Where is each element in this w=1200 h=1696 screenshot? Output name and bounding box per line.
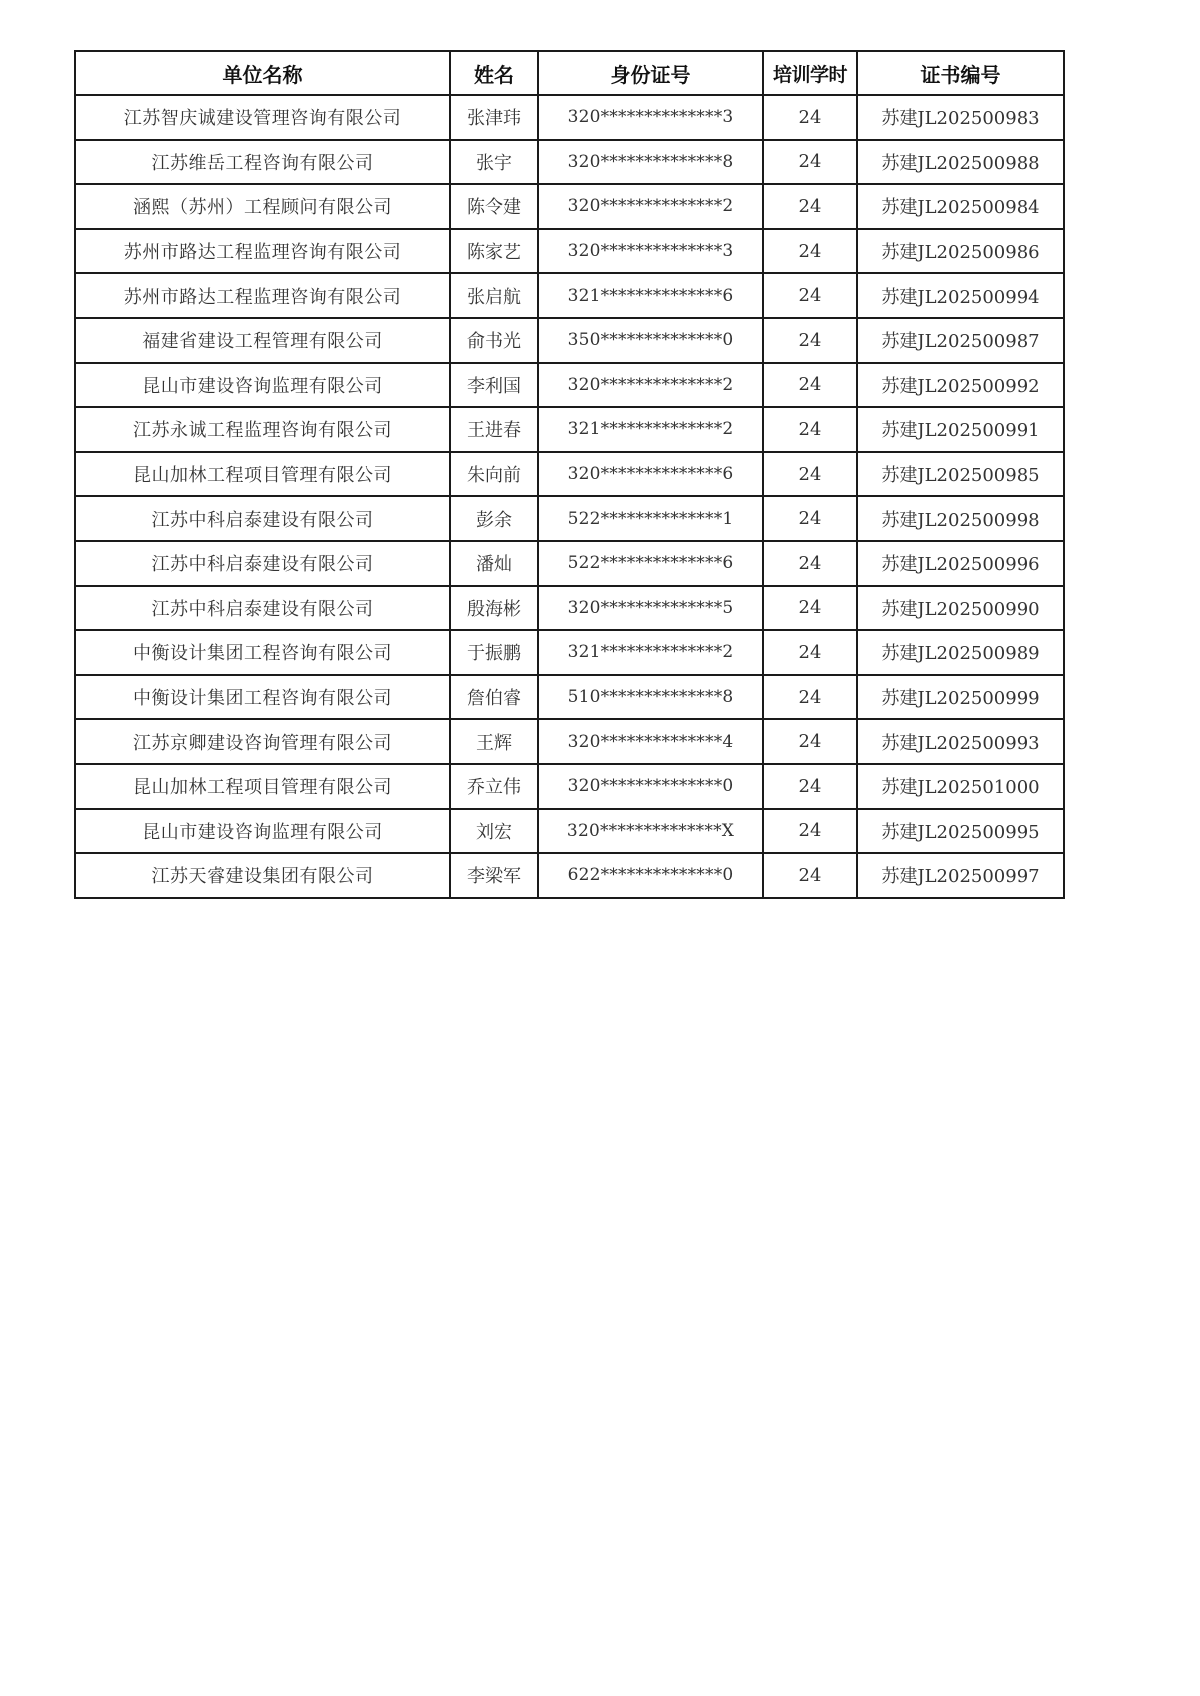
- table-row: [75, 586, 1064, 631]
- cell-unit: 涵熙（苏州）工程顾问有限公司: [75, 184, 450, 229]
- cell-cert: 苏建JL202500986: [857, 229, 1064, 274]
- cell-id: 320**************0: [538, 764, 763, 809]
- cell-name: 潘灿: [450, 541, 538, 586]
- cell-name: 张启航: [450, 273, 538, 318]
- cell-cert: 苏建JL202500990: [857, 586, 1064, 631]
- cell-unit: 江苏中科启泰建设有限公司: [75, 496, 450, 541]
- cell-hours: 24: [763, 452, 857, 497]
- cell-cert: 苏建JL202500991: [857, 407, 1064, 452]
- cell-name: 刘宏: [450, 809, 538, 854]
- header-name: 姓名: [450, 51, 538, 95]
- cell-id: 320**************3: [538, 229, 763, 274]
- cell-unit: 江苏中科启泰建设有限公司: [75, 586, 450, 631]
- cell-name: 张津玮: [450, 95, 538, 140]
- cell-unit: 昆山市建设咨询监理有限公司: [75, 363, 450, 408]
- table-row: [75, 273, 1064, 318]
- cell-unit: 苏州市路达工程监理咨询有限公司: [75, 229, 450, 274]
- cell-name: 殷海彬: [450, 586, 538, 631]
- cell-name: 乔立伟: [450, 764, 538, 809]
- table-row: [75, 496, 1064, 541]
- table-row: [75, 95, 1064, 140]
- cell-hours: 24: [763, 541, 857, 586]
- cell-cert: 苏建JL202500998: [857, 496, 1064, 541]
- cell-name: 李梁军: [450, 853, 538, 898]
- cell-id: 522**************1: [538, 496, 763, 541]
- table-row: [75, 719, 1064, 764]
- cell-id: 320**************X: [538, 809, 763, 854]
- cell-hours: 24: [763, 853, 857, 898]
- cell-id: 321**************2: [538, 407, 763, 452]
- table-row: [75, 764, 1064, 809]
- cell-cert: 苏建JL202500983: [857, 95, 1064, 140]
- training-roster-table: [74, 50, 1065, 899]
- cell-cert: 苏建JL202500996: [857, 541, 1064, 586]
- table-row: [75, 452, 1064, 497]
- cell-cert: 苏建JL202500995: [857, 809, 1064, 854]
- table-row: [75, 318, 1064, 363]
- cell-hours: 24: [763, 764, 857, 809]
- cell-unit: 江苏维岳工程咨询有限公司: [75, 140, 450, 185]
- cell-name: 詹伯睿: [450, 675, 538, 720]
- cell-name: 彭余: [450, 496, 538, 541]
- table-row: [75, 140, 1064, 185]
- table-header: [75, 51, 1064, 95]
- header-row: [75, 51, 1064, 95]
- cell-name: 朱向前: [450, 452, 538, 497]
- cell-id: 510**************8: [538, 675, 763, 720]
- cell-hours: 24: [763, 363, 857, 408]
- cell-id: 320**************2: [538, 184, 763, 229]
- cell-cert: 苏建JL202500993: [857, 719, 1064, 764]
- cell-hours: 24: [763, 675, 857, 720]
- cell-hours: 24: [763, 630, 857, 675]
- cell-unit: 江苏天睿建设集团有限公司: [75, 853, 450, 898]
- table-row: [75, 541, 1064, 586]
- header-id: 身份证号: [538, 51, 763, 95]
- cell-unit: 昆山市建设咨询监理有限公司: [75, 809, 450, 854]
- header-cert: 证书编号: [857, 51, 1064, 95]
- cell-hours: 24: [763, 229, 857, 274]
- cell-unit: 江苏智庆诚建设管理咨询有限公司: [75, 95, 450, 140]
- header-unit: 单位名称: [75, 51, 450, 95]
- cell-name: 李利国: [450, 363, 538, 408]
- cell-cert: 苏建JL202500999: [857, 675, 1064, 720]
- cell-cert: 苏建JL202500988: [857, 140, 1064, 185]
- cell-unit: 中衡设计集团工程咨询有限公司: [75, 630, 450, 675]
- table-row: [75, 184, 1064, 229]
- cell-id: 320**************3: [538, 95, 763, 140]
- cell-hours: 24: [763, 273, 857, 318]
- cell-cert: 苏建JL202500985: [857, 452, 1064, 497]
- cell-hours: 24: [763, 719, 857, 764]
- table-body: [75, 95, 1064, 898]
- cell-unit: 福建省建设工程管理有限公司: [75, 318, 450, 363]
- cell-id: 522**************6: [538, 541, 763, 586]
- cell-unit: 昆山加林工程项目管理有限公司: [75, 764, 450, 809]
- cell-hours: 24: [763, 95, 857, 140]
- cell-unit: 中衡设计集团工程咨询有限公司: [75, 675, 450, 720]
- cell-hours: 24: [763, 407, 857, 452]
- cell-name: 王辉: [450, 719, 538, 764]
- cell-name: 于振鹏: [450, 630, 538, 675]
- cell-cert: 苏建JL202500994: [857, 273, 1064, 318]
- cell-cert: 苏建JL202500987: [857, 318, 1064, 363]
- cell-cert: 苏建JL202500984: [857, 184, 1064, 229]
- cell-hours: 24: [763, 140, 857, 185]
- cell-id: 320**************4: [538, 719, 763, 764]
- cell-id: 320**************2: [538, 363, 763, 408]
- cell-unit: 昆山加林工程项目管理有限公司: [75, 452, 450, 497]
- table-row: [75, 630, 1064, 675]
- cell-hours: 24: [763, 809, 857, 854]
- cell-id: 320**************6: [538, 452, 763, 497]
- cell-id: 320**************8: [538, 140, 763, 185]
- cell-unit: 江苏京卿建设咨询管理有限公司: [75, 719, 450, 764]
- cell-id: 622**************0: [538, 853, 763, 898]
- cell-unit: 江苏永诚工程监理咨询有限公司: [75, 407, 450, 452]
- table-row: [75, 809, 1064, 854]
- cell-id: 350**************0: [538, 318, 763, 363]
- cell-id: 321**************6: [538, 273, 763, 318]
- table-row: [75, 853, 1064, 898]
- cell-cert: 苏建JL202500997: [857, 853, 1064, 898]
- table-row: [75, 363, 1064, 408]
- cell-hours: 24: [763, 496, 857, 541]
- cell-name: 陈令建: [450, 184, 538, 229]
- cell-unit: 江苏中科启泰建设有限公司: [75, 541, 450, 586]
- cell-id: 320**************5: [538, 586, 763, 631]
- header-hours: 培训学时: [763, 51, 857, 95]
- cell-cert: 苏建JL202500989: [857, 630, 1064, 675]
- cell-cert: 苏建JL202501000: [857, 764, 1064, 809]
- cell-name: 王进春: [450, 407, 538, 452]
- cell-unit: 苏州市路达工程监理咨询有限公司: [75, 273, 450, 318]
- cell-name: 张宇: [450, 140, 538, 185]
- cell-id: 321**************2: [538, 630, 763, 675]
- cell-hours: 24: [763, 184, 857, 229]
- cell-name: 俞书光: [450, 318, 538, 363]
- table-row: [75, 229, 1064, 274]
- cell-name: 陈家艺: [450, 229, 538, 274]
- cell-cert: 苏建JL202500992: [857, 363, 1064, 408]
- table-row: [75, 675, 1064, 720]
- cell-hours: 24: [763, 318, 857, 363]
- table-row: [75, 407, 1064, 452]
- cell-hours: 24: [763, 586, 857, 631]
